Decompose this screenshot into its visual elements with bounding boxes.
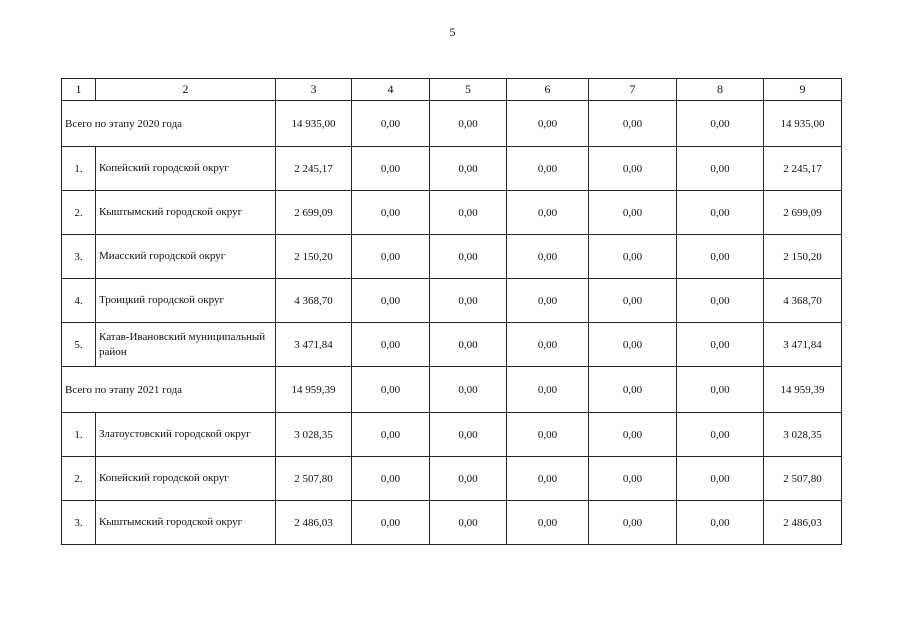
amount-cell: 0,00 [430,457,507,501]
amount-cell: 4 368,70 [764,279,842,323]
row-index: 2. [62,457,96,501]
municipality-row [62,413,842,457]
amount-cell: 0,00 [589,235,677,279]
amount-cell: 0,00 [589,101,677,147]
amount-cell: 0,00 [507,191,589,235]
amount-cell: 2 245,17 [764,147,842,191]
stage-total-row [62,101,842,147]
amount-cell: 0,00 [507,457,589,501]
amount-cell: 0,00 [677,501,764,545]
stage-total-label: Всего по этапу 2020 года [62,101,276,147]
column-header: 8 [677,79,764,101]
column-header: 5 [430,79,507,101]
table-body [62,101,842,545]
row-index: 3. [62,501,96,545]
amount-cell: 3 471,84 [276,323,352,367]
amount-cell: 3 028,35 [764,413,842,457]
amount-cell: 0,00 [430,413,507,457]
amount-cell: 4 368,70 [276,279,352,323]
amount-cell: 0,00 [677,235,764,279]
amount-cell: 0,00 [677,367,764,413]
municipality-name: Копейский городской округ [96,457,276,501]
amount-cell: 2 150,20 [276,235,352,279]
column-header: 2 [96,79,276,101]
amount-cell: 2 507,80 [764,457,842,501]
column-header: 6 [507,79,589,101]
municipality-row [62,235,842,279]
row-index: 1. [62,147,96,191]
municipality-name: Копейский городской округ [96,147,276,191]
municipality-row [62,501,842,545]
amount-cell: 0,00 [352,323,430,367]
amount-cell: 14 959,39 [764,367,842,413]
amount-cell: 0,00 [677,101,764,147]
amount-cell: 0,00 [507,147,589,191]
amount-cell: 0,00 [430,279,507,323]
amount-cell: 0,00 [677,191,764,235]
column-header: 1 [62,79,96,101]
column-header: 9 [764,79,842,101]
amount-cell: 0,00 [430,191,507,235]
stage-total-row [62,367,842,413]
amount-cell: 0,00 [507,235,589,279]
amount-cell: 2 699,09 [764,191,842,235]
amount-cell: 0,00 [507,323,589,367]
amount-cell: 0,00 [352,101,430,147]
amount-cell: 0,00 [589,367,677,413]
amount-cell: 0,00 [507,279,589,323]
municipality-row [62,191,842,235]
amount-cell: 0,00 [507,101,589,147]
column-number-row [62,79,842,101]
municipality-name: Катав-Ивановский муниципальный район [96,323,276,367]
municipality-name: Троицкий городской округ [96,279,276,323]
amount-cell: 14 959,39 [276,367,352,413]
municipality-row [62,147,842,191]
amount-cell: 0,00 [589,413,677,457]
amount-cell: 0,00 [430,323,507,367]
amount-cell: 0,00 [507,413,589,457]
amount-cell: 0,00 [589,191,677,235]
amount-cell: 0,00 [352,367,430,413]
row-index: 3. [62,235,96,279]
amount-cell: 0,00 [507,501,589,545]
column-header: 4 [352,79,430,101]
amount-cell: 0,00 [677,323,764,367]
municipality-name: Миасский городской округ [96,235,276,279]
amount-cell: 0,00 [352,413,430,457]
amount-cell: 0,00 [677,279,764,323]
amount-cell: 0,00 [430,101,507,147]
amount-cell: 0,00 [352,501,430,545]
amount-cell: 3 028,35 [276,413,352,457]
amount-cell: 0,00 [352,457,430,501]
amount-cell: 0,00 [352,235,430,279]
amount-cell: 0,00 [430,367,507,413]
amount-cell: 2 699,09 [276,191,352,235]
amount-cell: 0,00 [589,457,677,501]
amount-cell: 0,00 [589,323,677,367]
amount-cell: 0,00 [430,147,507,191]
amount-cell: 0,00 [352,191,430,235]
municipality-row [62,323,842,367]
amount-cell: 0,00 [352,279,430,323]
municipality-name: Кыштымский городской округ [96,501,276,545]
amount-cell: 0,00 [589,147,677,191]
amount-cell: 2 150,20 [764,235,842,279]
amount-cell: 14 935,00 [764,101,842,147]
amount-cell: 0,00 [430,501,507,545]
municipality-name: Кыштымский городской округ [96,191,276,235]
row-index: 4. [62,279,96,323]
municipality-row [62,279,842,323]
column-header: 3 [276,79,352,101]
row-index: 1. [62,413,96,457]
amount-cell: 0,00 [352,147,430,191]
column-header: 7 [589,79,677,101]
amount-cell: 2 486,03 [276,501,352,545]
stage-total-label: Всего по этапу 2021 года [62,367,276,413]
amount-cell: 0,00 [589,501,677,545]
row-index: 2. [62,191,96,235]
amount-cell: 0,00 [677,413,764,457]
municipality-row [62,457,842,501]
budget-table [61,78,842,545]
amount-cell: 0,00 [507,367,589,413]
row-index: 5. [62,323,96,367]
amount-cell: 0,00 [677,147,764,191]
amount-cell: 2 245,17 [276,147,352,191]
amount-cell: 3 471,84 [764,323,842,367]
municipality-name: Златоустовский городской округ [96,413,276,457]
page-number: 5 [449,25,456,39]
amount-cell: 0,00 [430,235,507,279]
amount-cell: 14 935,00 [276,101,352,147]
amount-cell: 2 486,03 [764,501,842,545]
amount-cell: 2 507,80 [276,457,352,501]
amount-cell: 0,00 [589,279,677,323]
amount-cell: 0,00 [677,457,764,501]
